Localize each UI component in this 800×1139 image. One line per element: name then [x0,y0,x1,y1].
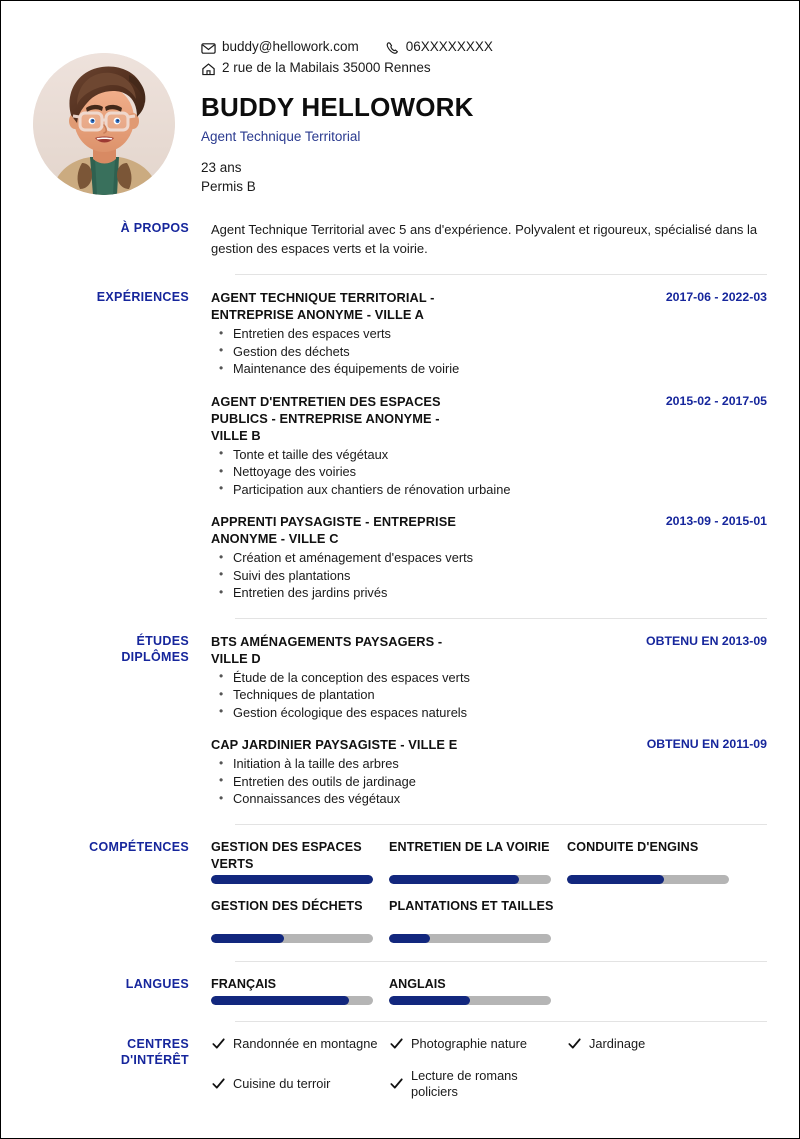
interest-item [211,1036,389,1052]
address-text: 2 rue de la Mabilais 35000 Rennes [222,60,431,75]
experience-bullets [211,549,767,602]
section-label-languages: LANGUES [125,976,189,991]
divider-after-skills [235,961,767,962]
bullet-item: • Tonte et taille des végétaux [211,446,767,464]
skill-progress-fill [211,934,284,943]
skill-item [567,839,745,884]
avatar-container [33,31,193,195]
check-icon [389,1076,404,1091]
check-icon [211,1036,226,1051]
interest-item [389,1036,567,1052]
experience-bullets [211,446,767,499]
interests-label-line1: CENTRES [127,1036,189,1051]
experience-entry [211,393,767,499]
skill-progress-track [211,875,373,884]
interests-body [211,1036,767,1118]
avatar [33,53,175,195]
education-label-line1: ÉTUDES [136,633,189,648]
language-name: ANGLAIS [389,976,446,991]
bullet-item: • Connaissances des végétaux [211,790,767,808]
skill-item [389,839,567,884]
experience-entry [211,289,767,378]
education-title: CAP JARDINIER PAYSAGISTE - VILLE E [211,737,458,752]
experience-entry [211,513,767,602]
home-icon [201,62,216,77]
bullet-item: • Entretien des outils de jardinage [211,773,767,791]
contact-row-primary [201,37,767,57]
skill-progress-fill [567,875,664,884]
experience-title: APPRENTI PAYSAGISTE - ENTREPRISE ANONYME - VILLE C [211,514,456,546]
bullet-item: • Gestion des déchets [211,343,767,361]
languages-grid [211,976,767,1005]
skill-progress-track [389,934,551,943]
bullet-item: • Entretien des jardins privés [211,584,767,602]
envelope-icon [201,41,216,56]
education-date: OBTENU EN 2013-09 [646,633,767,648]
skill-name: GESTION DES ESPACES VERTS [211,839,362,871]
section-interests [33,1036,767,1118]
skill-progress-fill [389,934,430,943]
education-entry [211,633,767,722]
language-progress-fill [211,996,349,1005]
education-entry [211,736,767,808]
education-date: OBTENU EN 2011-09 [646,737,767,751]
interests-grid [211,1036,767,1116]
bullet-item: • Entretien des espaces verts [211,325,767,343]
skill-item [211,839,389,884]
experience-date: 2013-09 - 2015-01 [665,514,767,528]
education-bullets [211,755,767,808]
experience-bullets [211,325,767,378]
bullet-item: • Initiation à la taille des arbres [211,755,767,773]
email-text: buddy@hellowork.com [222,39,359,54]
about-text: Agent Technique Territorial avec 5 ans d'expérience. Polyvalent et rigoureux, spécialisé dans la gestion des espaces verts et la voirie. [211,222,758,256]
section-label-experiences: EXPÉRIENCES [96,290,189,304]
divider-after-languages [235,1021,767,1022]
skill-progress-track [567,875,729,884]
contact-row-address [201,58,767,78]
section-label-interests [33,1036,211,1068]
interest-label: Lecture de romans policiers [411,1067,518,1099]
check-icon [389,1036,404,1051]
check-icon [211,1076,226,1091]
divider-after-experiences [235,618,767,619]
section-skills [33,839,767,959]
skill-progress-track [389,875,551,884]
experience-date: 2015-02 - 2017-05 [665,393,767,408]
education-body [211,633,767,810]
skill-item [389,898,567,943]
divider-after-about [235,274,767,275]
skill-name: CONDUITE D'ENGINS [567,839,699,854]
section-label-education [33,633,211,665]
bullet-item: • Gestion écologique des espaces naturels [211,704,767,722]
job-title: Agent Technique Territorial [201,129,361,144]
interests-label-line2: D'INTÉRÊT [120,1052,189,1067]
bullet-item: • Création et aménagement d'espaces verts [211,549,767,567]
bullet-item: • Nettoyage des voiries [211,463,767,481]
experience-title: AGENT D'ENTRETIEN DES ESPACES PUBLICS - ENTREPRISE ANONYME - VILLE B [211,393,441,443]
phone-icon [385,41,400,56]
interest-label: Cuisine du terroir [233,1075,331,1091]
experiences-body [211,289,767,604]
interest-label: Jardinage [589,1035,646,1051]
bullet-item: • Maintenance des équipements de voirie [211,360,767,378]
meta-license: Permis B [201,179,256,194]
skill-name: PLANTATIONS ET TAILLES [389,898,554,913]
interest-label: Randonnée en montagne [233,1035,378,1051]
skill-item [211,898,389,943]
language-item [389,976,567,1005]
experience-title: AGENT TECHNIQUE TERRITORIAL - ENTREPRISE ANONYME - VILLE A [211,290,435,322]
section-about [33,220,767,260]
skill-progress-track [211,934,373,943]
resume-header [33,31,767,196]
education-title: BTS AMÉNAGEMENTS PAYSAGERS - VILLE D [211,633,443,666]
skill-progress-fill [389,875,519,884]
check-icon [567,1036,582,1051]
section-experiences [33,289,767,604]
bullet-item: • Participation aux chantiers de rénovation urbaine [211,481,767,499]
section-languages [33,976,767,1007]
skills-body [211,839,767,959]
experience-date: 2017-06 - 2022-03 [665,290,767,304]
education-label-line2: DIPLÔMES [121,649,189,664]
language-item [211,976,389,1005]
header-details [193,31,767,196]
section-label-about: À PROPOS [120,221,189,235]
languages-body [211,976,767,1007]
skill-progress-fill [211,875,373,884]
interest-item [211,1068,389,1100]
phone-text: 06XXXXXXXX [405,39,493,54]
education-bullets [211,669,767,722]
skills-grid [211,839,767,957]
skill-name: GESTION DES DÉCHETS [211,898,363,913]
divider-after-education [235,824,767,825]
section-education [33,633,767,810]
skill-name: ENTRETIEN DE LA VOIRIE [389,839,550,854]
language-progress-fill [389,996,470,1005]
section-label-skills: COMPÉTENCES [89,839,189,854]
interest-item [389,1068,567,1100]
bullet-item: • Étude de la conception des espaces verts [211,669,767,687]
interest-label: Photographie nature [411,1035,527,1051]
language-progress-track [211,996,373,1005]
language-name: FRANÇAIS [211,976,277,991]
about-body [211,220,767,260]
interest-item [567,1036,745,1052]
meta-age: 23 ans [201,160,242,175]
bullet-item: • Suivi des plantations [211,567,767,585]
bullet-item: • Techniques de plantation [211,686,767,704]
language-progress-track [389,996,551,1005]
page-title: BUDDY HELLOWORK [201,92,474,122]
